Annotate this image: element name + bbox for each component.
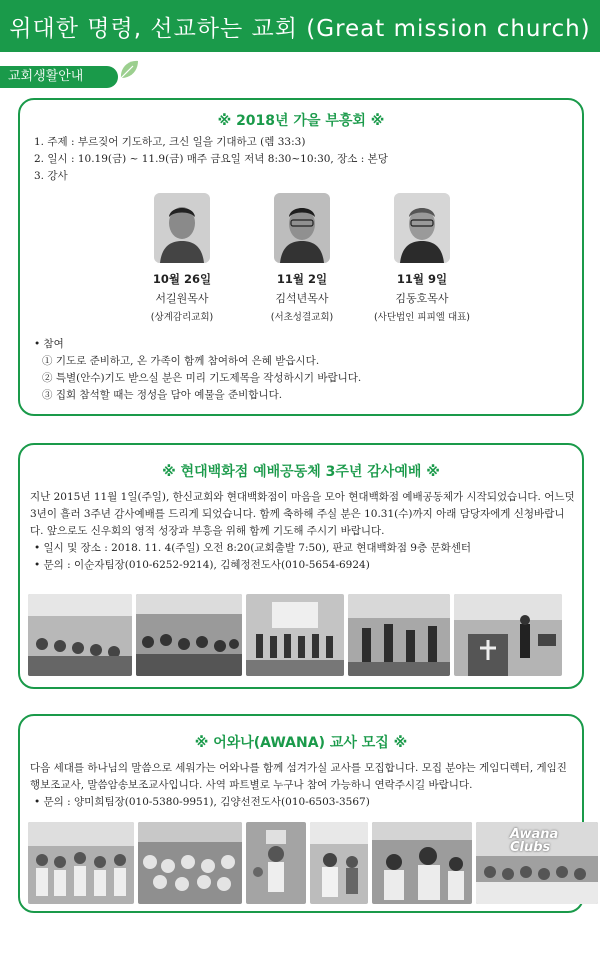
speaker-photo [274,193,330,263]
speaker-card [122,193,242,323]
revival-details [34,134,388,185]
revival-box [18,98,584,416]
participation-item: ① 기도로 준비하고, 온 가족이 함께 참여하여 은혜 받읍시다. [42,355,320,367]
speaker-org: (사단법인 피피엘 대표) [373,312,471,323]
speaker-card [362,193,482,323]
speaker-name: 김석년목사 [275,292,329,305]
hyundai-description: 지난 2015년 11월 1일(주일), 한신교회와 현대백화점이 마음을 모아 현대백화점 예배공동체가 시작되었습니다. 어느덧 3년이 흘러 3주년 감사예배를 드리게 되었습니다. 함께 축하해 주실 분은 10.31(수)까지 아래 담당자에게 신청바랍니다. 앞으로도 신우회의 영적 성장과 부흥을 위해 함께 기도해 주시기 바랍니다. [30,491,575,537]
speaker-photo [154,193,210,263]
event-photo [348,594,450,676]
awana-photo [138,822,242,904]
hyundai-contact: • 문의 : 이순자팀장(010-6252-9214), 김혜정전도사(010-5654-6924) [34,559,370,571]
event-photo [246,594,344,676]
awana-photo-strip [28,822,598,904]
awana-photo [310,822,368,904]
awana-logo: Awana Clubs [510,827,559,855]
awana-photo [28,822,134,904]
speaker-card [242,193,362,323]
event-photo [136,594,242,676]
hyundai-body [30,489,576,574]
awana-contact: • 문의 : 양미희팀장(010-5380-9951), 김양선전도사(010-6503-3567) [34,796,370,808]
awana-title: ※ 어와나(AWANA) 교사 모집 ※ [194,735,408,751]
hyundai-title: ※ 현대백화점 예배공동체 3주년 감사예배 ※ [162,464,440,480]
speaker-org: (상계감리교회) [150,312,214,323]
page-banner: 위대한 명령, 선교하는 교회 (Great mission church) [0,0,600,52]
speaker-date: 11월 2일 [276,272,328,286]
awana-photo [476,822,598,904]
hyundai-schedule: • 일시 및 장소 : 2018. 11. 4(주일) 오전 8:20(교회출발 7:50), 판교 현대백화점 9층 문화센터 [34,542,472,554]
participation-item: ② 특별(안수)기도 받으실 분은 미리 기도제목을 작성하시기 바랍니다. [42,372,362,384]
section-tag: 교회생활안내 [0,66,118,88]
hyundai-box [18,443,584,689]
event-photo [28,594,132,676]
speaker-date: 10월 26일 [152,272,212,286]
revival-line-speakers: 3. 강사 [34,170,68,182]
revival-title: ※ 2018년 가을 부흥회 ※ [217,113,385,129]
leaf-icon [118,58,140,82]
awana-photo [372,822,472,904]
participation-list [34,336,361,404]
speaker-name: 김동호목사 [395,292,449,305]
event-photo [454,594,562,676]
participation-heading: • 참여 [34,338,64,350]
participation-item: ③ 집회 참석할 때는 정성을 담아 예물을 준비합니다. [42,389,283,401]
awana-body [30,760,576,811]
revival-line-theme: 1. 주제 : 부르짖어 기도하고, 크신 일을 기대하고 (렘 33:3) [34,136,306,148]
awana-description: 다음 세대를 하나님의 말씀으로 세워가는 어와나를 함께 섬겨가실 교사를 모집합니다. 모집 분야는 게임디렉터, 게임진행보조교사, 말씀암송보조교사입니다. 사역 파트별로 누구나 참여 가능하니 연락주시길 바랍니다. [30,762,567,791]
speaker-photo [394,193,450,263]
awana-box [18,714,584,913]
speaker-date: 11월 9일 [396,272,448,286]
speaker-org: (서초성결교회) [270,312,334,323]
hyundai-photo-strip [28,594,562,676]
awana-photo [246,822,306,904]
speaker-name: 서길원목사 [155,292,209,305]
revival-line-schedule: 2. 일시 : 10.19(금) ~ 11.9(금) 매주 금요일 저녁 8:30~10:30, 장소 : 본당 [34,153,388,165]
